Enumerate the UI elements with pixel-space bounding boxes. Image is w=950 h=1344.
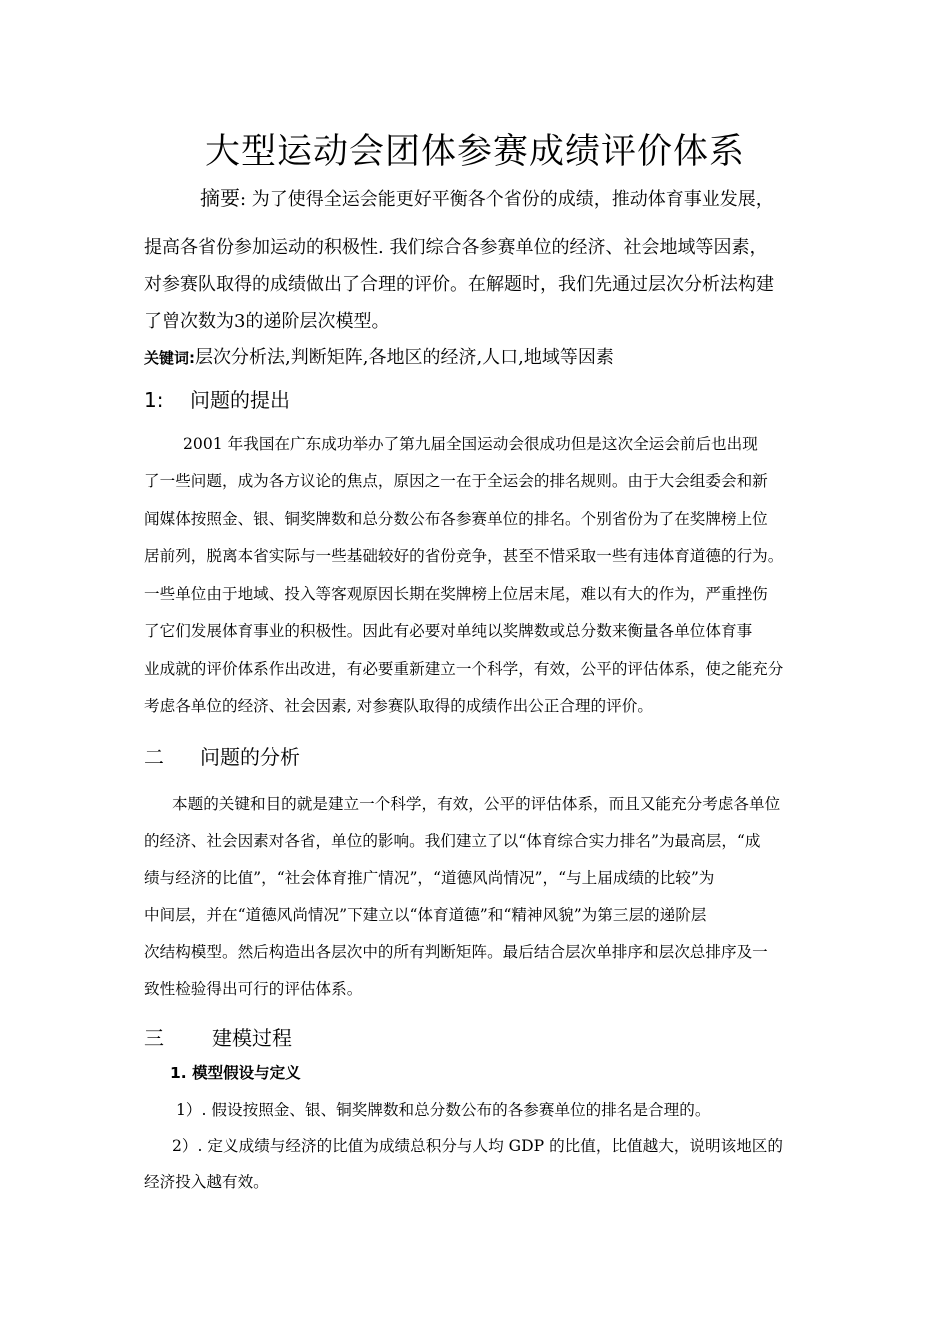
section-heading — [144, 741, 300, 770]
paragraph-line: 致性检验得出可行的评估体系。 — [144, 980, 363, 998]
paragraph-line: 本题的关键和目的就是建立一个科学，有效，公平的评估体系，而且又能充分考虑各单位 — [172, 795, 781, 813]
abstract-label: 摘要 — [200, 186, 240, 210]
abstract-line: 了曾次数为3的递阶层次模型。 — [144, 311, 390, 332]
paragraph-line: 的经济、社会因素对各省，单位的影响。我们建立了以“体育综合实力排名”为最高层，“成 — [144, 832, 761, 850]
paragraph-line: 考虑各单位的经济、社会因素, 对参赛队取得的成绩作出公正合理的评价。 — [144, 697, 653, 715]
keywords-label: 关键词: — [144, 349, 195, 367]
document-title: 大型运动会团体参赛成绩评价体系 — [204, 132, 745, 172]
section-heading — [144, 384, 290, 413]
paragraph-line: 1）. 假设按照金、银、铜奖牌数和总分数公布的各参赛单位的排名是合理的。 — [176, 1101, 711, 1119]
section-number: 二 — [144, 745, 164, 769]
section-title: 问题的提出 — [190, 388, 290, 412]
paragraph-line: 一些单位由于地域、投入等客观原因长期在奖牌榜上位居末尾，难以有大的作为，严重挫伤 — [144, 585, 768, 603]
paragraph-line: 经济投入越有效。 — [144, 1173, 269, 1191]
section-title: 建模过程 — [212, 1026, 292, 1050]
abstract-line: 对参赛队取得的成绩做出了合理的评价。在解题时，我们先通过层次分析法构建 — [144, 274, 774, 295]
paragraph-line: 中间层，并在“道德风尚情况”下建立以“体育道德”和“精神风貌”为第三层的递阶层 — [144, 906, 707, 924]
section-number: 1: — [144, 388, 164, 412]
paragraph-line: 了一些问题，成为各方议论的焦点，原因之一在于全运会的排名规则。由于大会组委会和新 — [144, 472, 768, 490]
paragraph-line: 居前列，脱离本省实际与一些基础较好的省份竞争，甚至不惜采取一些有违体育道德的行为。 — [144, 547, 784, 565]
abstract-line: : 为了使得全运会能更好平衡各个省份的成绩，推动体育事业发展， — [240, 189, 774, 210]
paragraph-line: 2001 年我国在广东成功举办了第九届全国运动会很成功但是这次全运会前后也出现 — [183, 435, 758, 453]
keywords — [144, 346, 814, 370]
paragraph-line: 闻媒体按照金、银、铜奖牌数和总分数公布各参赛单位的排名。个别省份为了在奖牌榜上位 — [144, 510, 768, 528]
abstract-first-line — [200, 186, 870, 212]
section-title: 问题的分析 — [200, 745, 300, 769]
abstract-line: 提高各省份参加运动的积极性. 我们综合各参赛单位的经济、社会地域等因素， — [144, 237, 768, 258]
paragraph-line: 次结构模型。然后构造出各层次中的所有判断矩阵。最后结合层次单排序和层次总排序及一 — [144, 943, 768, 961]
section-number: 三 — [144, 1026, 164, 1050]
paragraph-line: 业成就的评价体系作出改进，有必要重新建立一个科学，有效，公平的评估体系，使之能充分 — [144, 660, 784, 678]
section-heading — [144, 1022, 292, 1051]
keywords-text: 层次分析法,判断矩阵,各地区的经济,人口,地域等因素 — [195, 347, 614, 368]
paragraph-line: 了它们发展体育事业的积极性。因此有必要对单纯以奖牌数或总分数来衡量各单位体育事 — [144, 622, 753, 640]
paragraph-line: 2）. 定义成绩与经济的比值为成绩总积分与人均 GDP 的比值，比值越大，说明该地区的 — [172, 1137, 783, 1155]
subsection-title: 1. 模型假设与定义 — [170, 1064, 301, 1082]
paragraph-line: 绩与经济的比值”，“社会体育推广情况”，“道德风尚情况”，“与上届成绩的比较”为 — [144, 869, 715, 887]
